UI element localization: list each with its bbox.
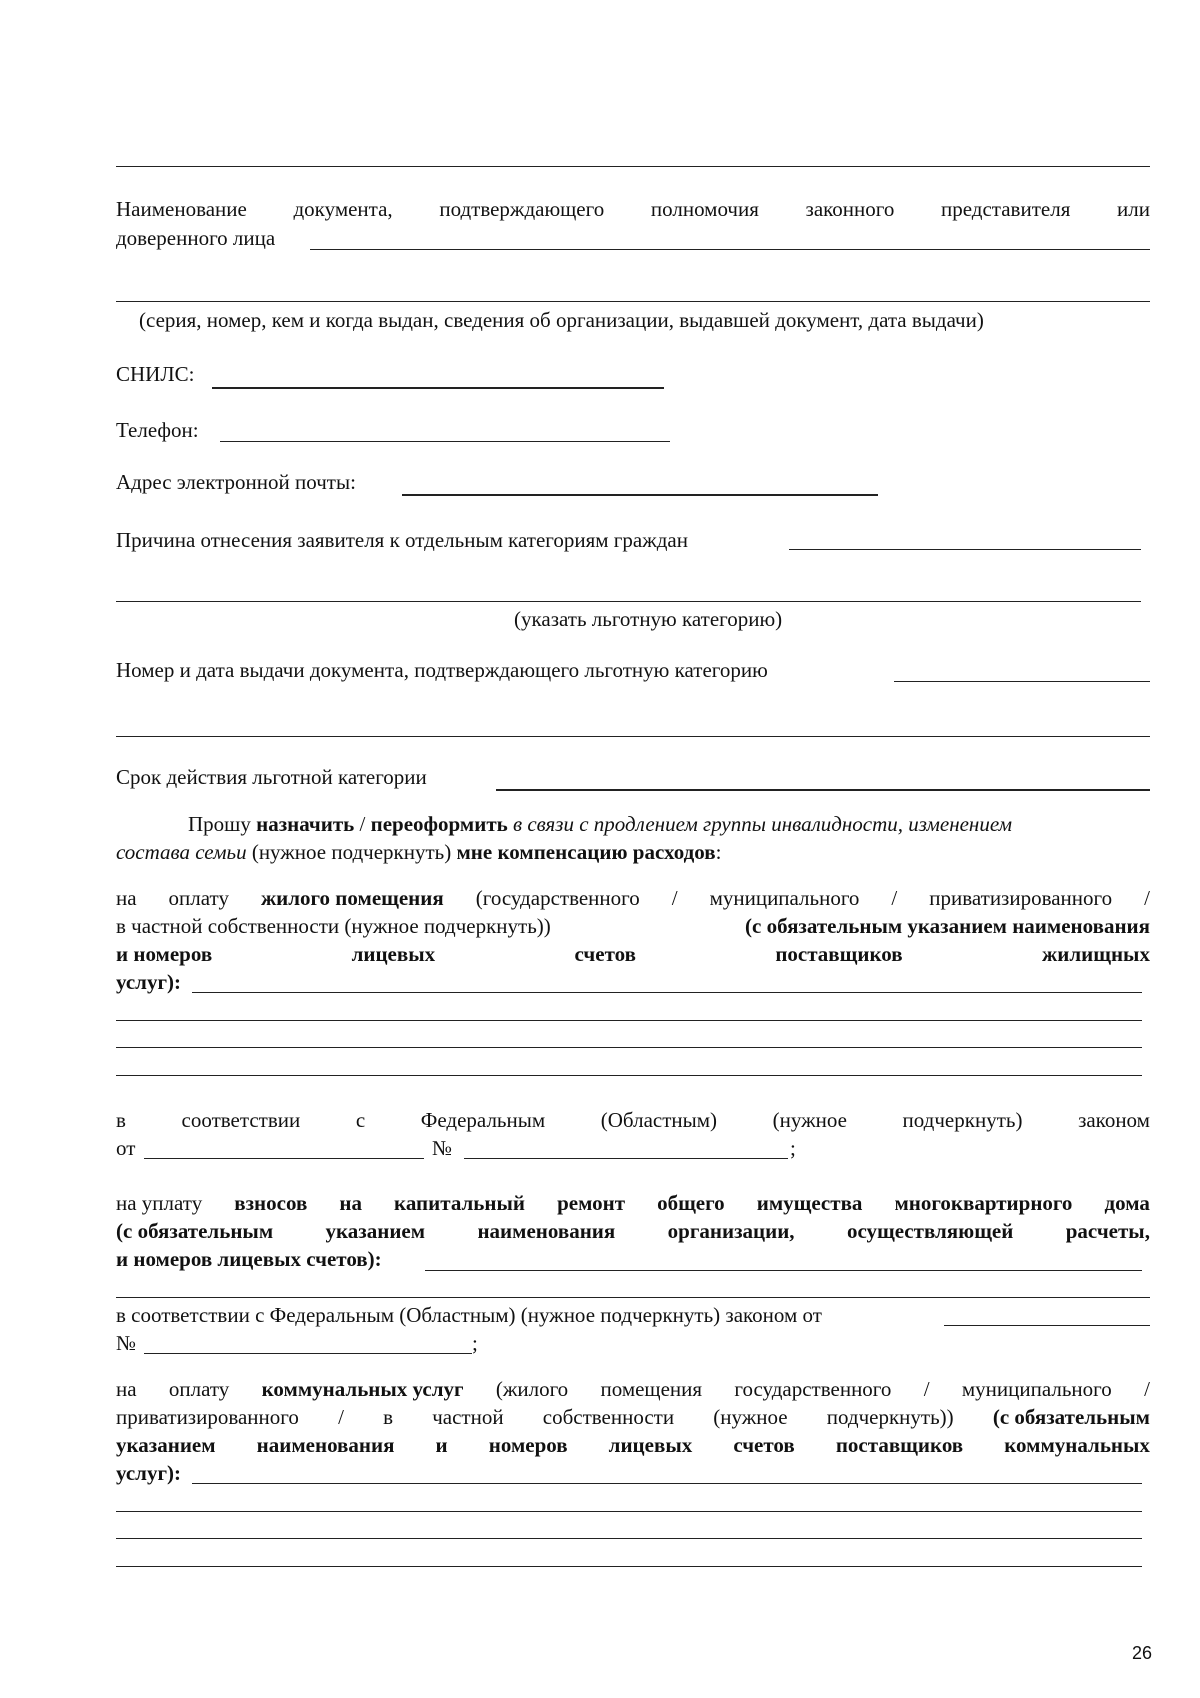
assign-option: назначить <box>256 812 355 836</box>
housing-line1 <box>116 888 1150 909</box>
utilities-field-3[interactable] <box>116 1538 1142 1539</box>
word: помещения <box>600 1377 703 1401</box>
benefit-doc-label: Номер и дата выдачи документа, подтверждающего льготную категорию <box>116 658 768 682</box>
reason-field[interactable] <box>789 549 1141 550</box>
reason-field-2[interactable] <box>116 601 1141 602</box>
word: осуществляющей <box>846 1219 1014 1243</box>
reason-hint: (указать льготную категорию) <box>514 607 783 631</box>
housing-field[interactable] <box>192 992 1142 993</box>
word: (с обязательным <box>116 1219 274 1243</box>
word: наименования <box>256 1433 395 1457</box>
auth-doc-line1 <box>116 199 1150 220</box>
housing-bold: жилого помещения <box>260 886 444 910</box>
phone-field[interactable] <box>220 441 670 442</box>
request-note: (нужное подчеркнуть) <box>246 840 457 864</box>
utilities-line1 <box>116 1379 1150 1400</box>
benefit-doc-field-2[interactable] <box>116 736 1150 737</box>
word: муниципального <box>709 886 860 910</box>
utilities-line2 <box>116 1407 1150 1428</box>
word: Федеральным <box>420 1108 546 1132</box>
word: номеров <box>488 1433 568 1457</box>
reason-label: Причина отнесения заявителя к отдельным категориям граждан <box>116 528 688 552</box>
validity-field[interactable] <box>496 789 1150 791</box>
auth-doc-field-2[interactable] <box>116 301 1150 302</box>
word: законного <box>805 197 895 221</box>
capital-field[interactable] <box>425 1270 1142 1271</box>
word: (государственного <box>475 886 640 910</box>
word: (нужное <box>772 1108 847 1132</box>
utilities-bold: коммунальных услуг <box>261 1377 464 1401</box>
word: указанием <box>325 1219 426 1243</box>
word: / <box>1144 1377 1150 1401</box>
page-number: 26 <box>1131 1643 1152 1663</box>
word: полномочия <box>650 197 759 221</box>
housing-line2 <box>116 916 1150 937</box>
housing-field-2[interactable] <box>116 1020 1142 1021</box>
word: на <box>116 1377 137 1401</box>
utilities-line4: услуг): <box>116 1461 181 1485</box>
law2-date-field[interactable] <box>944 1325 1150 1326</box>
housing-plain: в частной собственности (нужное подчеркнуть)) <box>116 914 551 938</box>
utilities-line3 <box>116 1435 1150 1456</box>
top-rule <box>116 166 1150 167</box>
word: имущества <box>756 1191 863 1215</box>
benefit-doc-field[interactable] <box>894 681 1150 682</box>
law1-number-field[interactable] <box>464 1158 788 1159</box>
word: и номеров <box>116 942 213 966</box>
word: счетов <box>574 942 636 966</box>
word: поставщиков <box>775 942 903 966</box>
request-text: Прошу <box>188 812 257 836</box>
word: подчеркнуть)) <box>826 1405 954 1429</box>
word: на <box>339 1191 362 1215</box>
housing-field-4[interactable] <box>116 1075 1142 1076</box>
snils-field[interactable] <box>212 387 664 389</box>
family-option: состава семьи <box>116 840 247 864</box>
law1-line1 <box>116 1110 1150 1131</box>
law2-number-label: № <box>116 1331 137 1355</box>
word: расчеты, <box>1065 1219 1150 1243</box>
email-label: Адрес электронной почты: <box>116 470 356 494</box>
request-line2 <box>116 842 721 863</box>
capital-line3: и номеров лицевых счетов): <box>116 1247 382 1271</box>
auth-doc-line2 <box>116 228 275 249</box>
word: законом <box>1078 1108 1150 1132</box>
word: оплату <box>168 1377 230 1401</box>
word: / <box>671 886 678 910</box>
word: подтверждающего <box>439 197 605 221</box>
word: документа, <box>293 197 393 221</box>
word: частной <box>432 1405 504 1429</box>
word: указанием <box>116 1433 216 1457</box>
utilities-bold-2: (с обязательным <box>992 1405 1150 1429</box>
utilities-field-4[interactable] <box>116 1566 1142 1567</box>
word: приватизированного <box>116 1405 299 1429</box>
word: государственного <box>734 1377 892 1401</box>
word: / <box>338 1405 344 1429</box>
word: / <box>923 1377 930 1401</box>
word: Наименование <box>116 197 247 221</box>
auth-doc-field[interactable] <box>310 249 1150 250</box>
word: в <box>383 1405 394 1429</box>
word: соответствии <box>181 1108 301 1132</box>
housing-field-3[interactable] <box>116 1047 1142 1048</box>
word: с <box>355 1108 366 1132</box>
word: на <box>116 886 137 910</box>
capital-line1 <box>116 1193 1150 1214</box>
word: собственности <box>542 1405 675 1429</box>
auth-doc-label: доверенного лица <box>116 226 276 250</box>
auth-doc-hint: (серия, номер, кем и когда выдан, сведения об организации, выдавшей документ, дата выдачи) <box>139 308 984 332</box>
housing-line3 <box>116 944 1150 965</box>
separator: / <box>354 812 371 836</box>
word: оплату <box>168 886 229 910</box>
word: общего <box>657 1191 725 1215</box>
snils-label: СНИЛС: <box>116 362 195 386</box>
law1-number-label: № <box>432 1136 453 1160</box>
word: или <box>1117 197 1150 221</box>
word: подчеркнуть) <box>902 1108 1023 1132</box>
law2-end: ; <box>472 1331 478 1355</box>
word: поставщиков <box>835 1433 964 1457</box>
word: представителя <box>941 197 1071 221</box>
word: / <box>891 886 898 910</box>
word: (жилого <box>495 1377 569 1401</box>
colon: : <box>715 840 722 864</box>
compensation-text: мне компенсацию расходов <box>456 840 716 864</box>
reissue-option: переоформить <box>370 812 508 836</box>
word: лицевых <box>351 942 436 966</box>
law1-end: ; <box>790 1136 796 1160</box>
request-line1 <box>188 814 1012 835</box>
reason-option: в связи с продлением группы инвалидности, изменением <box>507 812 1013 836</box>
word: дома <box>1104 1191 1150 1215</box>
word: лицевых <box>608 1433 693 1457</box>
word: взносов <box>234 1191 308 1215</box>
word: жилищных <box>1042 942 1150 966</box>
capital-field-2[interactable] <box>116 1297 1150 1298</box>
capital-line2 <box>116 1221 1150 1242</box>
word: наименования <box>477 1219 616 1243</box>
word: счетов <box>733 1433 795 1457</box>
capital-plain: на уплату <box>116 1191 203 1215</box>
word: (Областным) <box>600 1108 718 1132</box>
law2-text: в соответствии с Федеральным (Областным) (нужное подчеркнуть) законом от <box>116 1303 822 1327</box>
phone-label: Телефон: <box>116 418 199 442</box>
word: в <box>116 1108 126 1132</box>
word: (нужное <box>713 1405 788 1429</box>
word: капитальный <box>394 1191 525 1215</box>
word: и <box>435 1433 448 1457</box>
law1-from-label: от <box>116 1136 136 1160</box>
word: организации, <box>667 1219 795 1243</box>
validity-label: Срок действия льготной категории <box>116 765 427 789</box>
word: многоквартирного <box>894 1191 1073 1215</box>
email-field[interactable] <box>402 494 878 496</box>
word: приватизированного <box>929 886 1113 910</box>
word: ремонт <box>557 1191 626 1215</box>
word: коммунальных <box>1004 1433 1150 1457</box>
housing-bold-2: (с обязательным указанием наименования <box>745 914 1150 938</box>
word: / <box>1144 886 1150 910</box>
housing-line4: услуг): <box>116 970 181 994</box>
law1-date-field[interactable] <box>144 1158 424 1159</box>
law2-number-field[interactable] <box>144 1353 472 1354</box>
word: муниципального <box>961 1377 1112 1401</box>
utilities-field[interactable] <box>192 1483 1142 1484</box>
utilities-field-2[interactable] <box>116 1511 1142 1512</box>
